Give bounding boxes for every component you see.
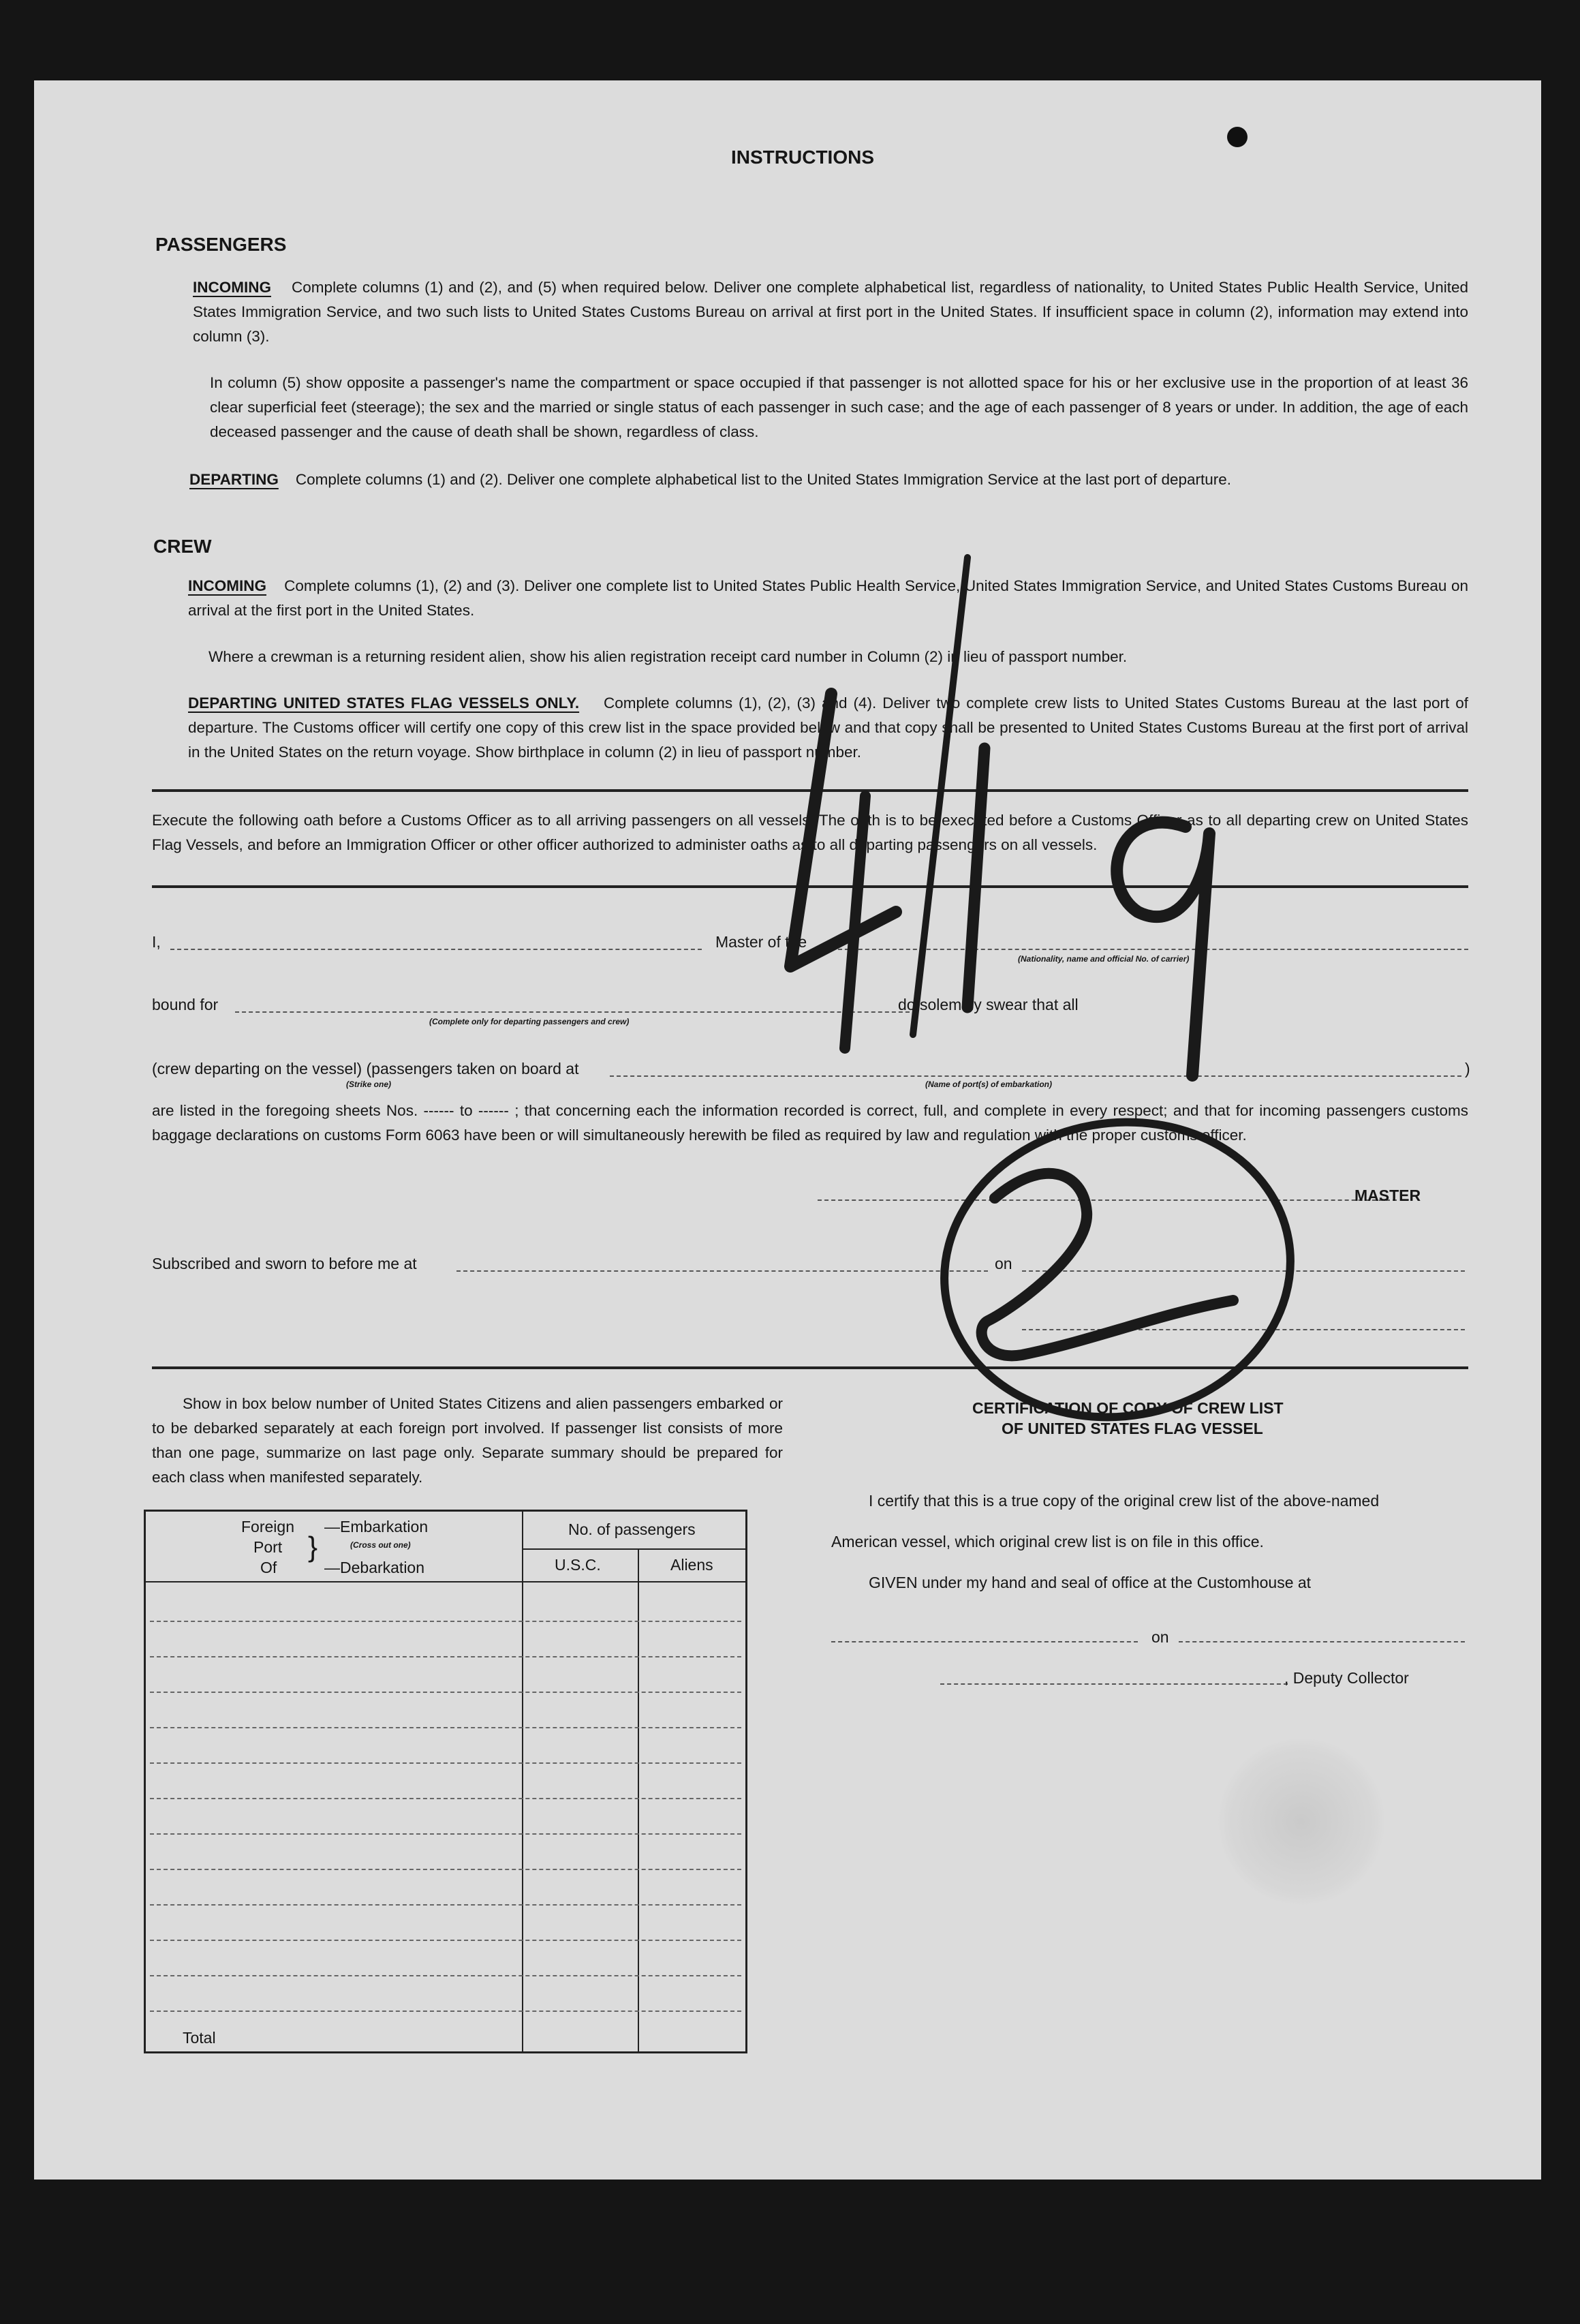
handwritten-circled-number [921,1095,1314,1444]
passengers-incoming-text: Complete columns (1) and (2), and (5) when required below. Deliver one complete alphabetical list, regardless of nationality, to United States Public Health Service, United States Immigration Service, and two such lists to United States Customs Bureau on arrival at first port in the United States. If insufficient space in column (2), information may extend into column (3). [193,279,1468,345]
total-label: Total [183,2029,216,2047]
certify-line1: I certify that this is a true copy of the original crew list of the above-named [869,1492,1380,1510]
foreign-label: Foreign [241,1518,294,1535]
complete-note: (Complete only for departing passengers and crew) [429,1017,630,1026]
page-title: INSTRUCTIONS [731,147,874,168]
crew-departing-text: Complete columns (1), (2), (3) and (4). Deliver two complete crew lists to United States Customs Bureau at the last port of departure. The Customs officer will certify one copy of this crew list in the space provided below and that copy shall be presented to United States Customs Bureau at the first port of arrival in the United States on the return voyage. Show birthplace in column (2) in lieu of passport number. [188,694,1468,761]
crew-incoming-text: Complete columns (1), (2) and (3). Deliver one complete list to United States Public Health Service, United States Immigration Service, and United States Customs Bureau on arrival at the first port in the United States. [188,577,1468,619]
of-label: Of [260,1559,277,1576]
handwritten-date [790,557,1209,1075]
nationality-note: (Nationality, name and official No. of carrier) [1018,954,1190,964]
aliens-header: Aliens [670,1556,713,1574]
certification-title-line1: CERTIFICATION OF COPY OF CREW LIST [972,1399,1284,1417]
swear-label: do solemnly swear that all [898,996,1079,1013]
deputy-collector-label: , Deputy Collector [1284,1669,1409,1687]
passengers-departing-text: Complete columns (1) and (2). Deliver one complete alphabetical list to the United States Immigration Service at the last port of departure. [295,471,1232,488]
usc-header: U.S.C. [555,1556,601,1574]
no-passengers-header: No. of passengers [568,1520,696,1538]
subscribed-label: Subscribed and sworn to before me at [152,1255,417,1272]
passengers-heading: PASSENGERS [155,234,287,255]
handwriting-layer [34,80,1541,2180]
strike-label: (crew departing on the vessel) (passengers taken on board at [152,1060,579,1077]
oath-intro: Execute the following oath before a Customs Officer as to all arriving passengers on all vessels. The oath is to be executed before a Customs Officer as to all departing crew on United States Flag Vessels, and before an Immigration Officer or other officer authorized to administer oaths as to all departing passengers on all vessels. [152,812,1468,853]
given-text: GIVEN under my hand and seal of office at the Customhouse at [869,1574,1312,1591]
passengers-incoming-label: INCOMING [193,279,271,296]
form-sheet [34,80,1541,2180]
certification-title-line2: OF UNITED STATES FLAG VESSEL [1002,1420,1263,1437]
port-label: Port [253,1538,283,1556]
certify-line2: American vessel, which original crew list is on file in this office. [831,1533,1264,1550]
close-paren: ) [1465,1060,1470,1077]
master-of-label: Master of the [715,933,807,951]
crew-departing-label: DEPARTING UNITED STATES FLAG VESSELS ONLY. [188,694,580,712]
crew-resident-paragraph: Where a crewman is a returning resident alien, show his alien registration receipt card number in Column (2) in lieu of passport number. [208,648,1128,665]
column5-paragraph: In column (5) show opposite a passenger's name the compartment or space occupied if that passenger is not allotted space for his or her exclusive use in the proportion of at least 36 clear superficial feet (steerage); the sex and the married or single status of each passenger in such case; and the age of each passenger of 8 years or under. In addition, the age of each deceased passenger and the cause of death shall be shown, regardless of class. [210,374,1468,440]
sworn-on-label: on [995,1255,1012,1272]
ports-note: (Name of port(s) of embarkation) [925,1080,1053,1089]
cross-note: (Cross out one) [350,1540,411,1550]
summary-instructions: Show in box below number of United States Citizens and alien passengers embarked or to be debarked separately at each foreign port involved. If passenger list consists of more than one page, summarize on last page only. Separate summary should be prepared for each class when manifested separately. [152,1395,783,1486]
debarkation-label: —Debarkation [324,1559,425,1576]
passengers-departing-label: DEPARTING [189,471,279,488]
oath-i-label: I, [152,933,161,951]
embarkation-label: —Embarkation [324,1518,429,1535]
crew-heading: CREW [153,536,212,557]
brace-icon: } [308,1531,318,1563]
master-label: MASTER [1354,1187,1421,1204]
cert-on-label: on [1151,1628,1169,1646]
listed-paragraph: are listed in the foregoing sheets Nos. ------ to ------ ; that concerning each the information recorded is correct, full, and complete in every respect; and that for incoming passengers customs baggage declarations on customs Form 6063 have been or will simultaneously herewith be filed as required by law and regulation with the proper customs officer. [152,1102,1468,1144]
crew-incoming-label: INCOMING [188,577,266,594]
bound-for-label: bound for [152,996,219,1013]
strike-note: (Strike one) [346,1080,392,1089]
